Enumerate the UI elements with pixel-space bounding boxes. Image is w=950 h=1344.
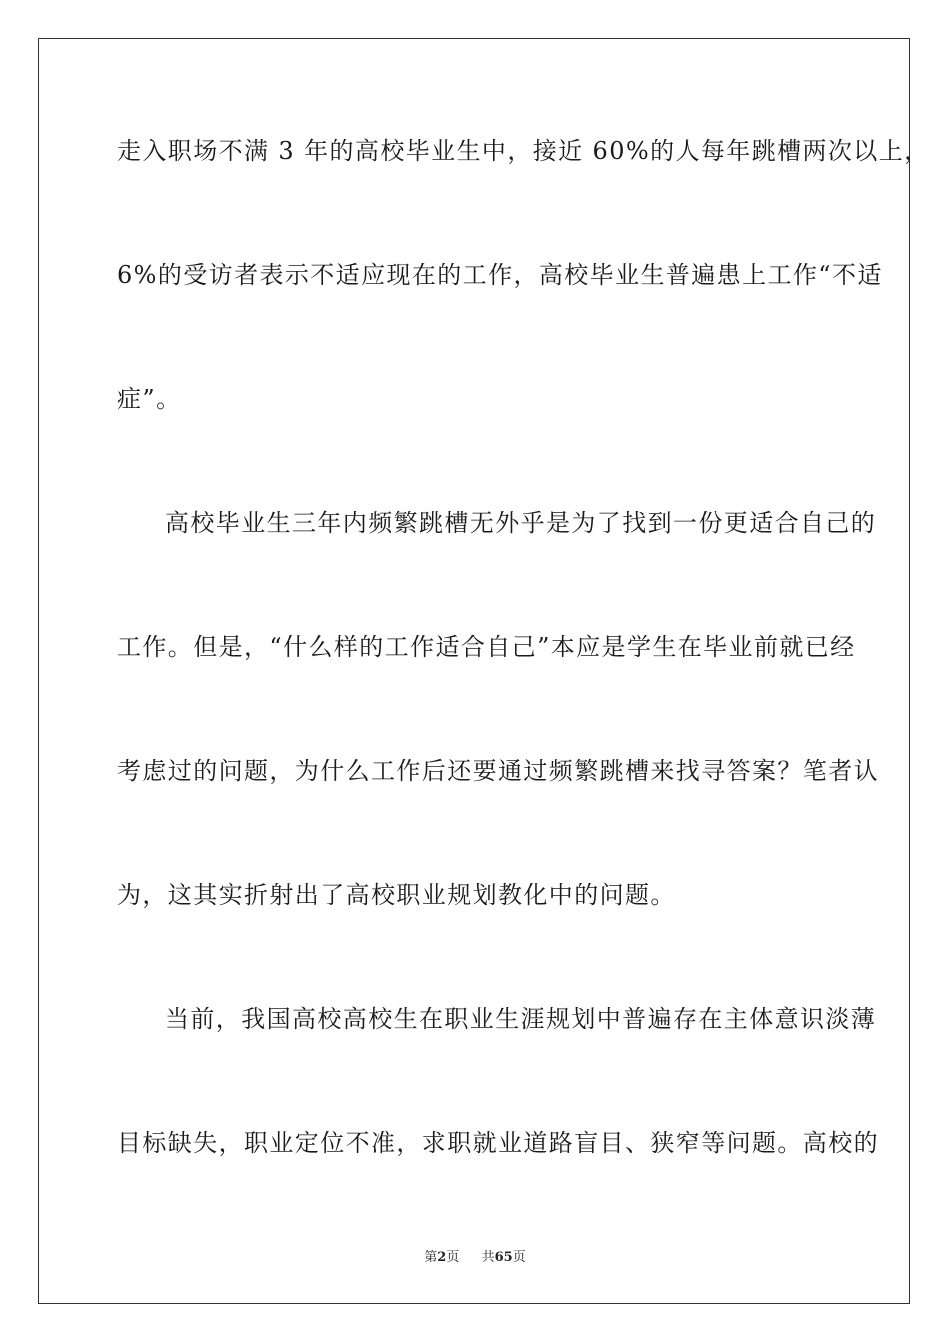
text-line-1: 走入职场不满 3 年的高校毕业生中，接近 60%的人每年跳槽两次以上， [117,137,930,165]
page-footer [0,1246,950,1265]
page-label-suffix: 页 [446,1250,460,1265]
text-line-4: 高校毕业生三年内频繁跳槽无外乎是为了找到一份更适合自己的 [165,509,877,537]
page-label-prefix: 第 [424,1250,438,1265]
page-border [38,38,910,1304]
text-line-6: 考虑过的问题，为什么工作后还要通过频繁跳槽来找寻答案？笔者认 [117,757,879,785]
text-line-9: 目标缺失，职业定位不准，求职就业道路盲目、狭窄等问题。高校的 [117,1129,879,1157]
page-number: 2 [437,1250,447,1265]
total-label-suffix: 页 [512,1250,526,1265]
total-pages: 65 [494,1250,513,1265]
total-label-prefix: 共 [481,1250,495,1265]
text-line-7: 为，这其实折射出了高校职业规划教化中的问题。 [117,881,676,909]
text-line-8: 当前，我国高校高校生在职业生涯规划中普遍存在主体意识淡薄 [165,1005,877,1033]
text-line-2: 6%的受访者表示不适应现在的工作，高校毕业生普遍患上工作“不适 [117,261,883,289]
text-line-3: 症”。 [117,385,182,413]
text-line-5: 工作。但是，“什么样的工作适合自己”本应是学生在毕业前就已经 [117,633,856,661]
